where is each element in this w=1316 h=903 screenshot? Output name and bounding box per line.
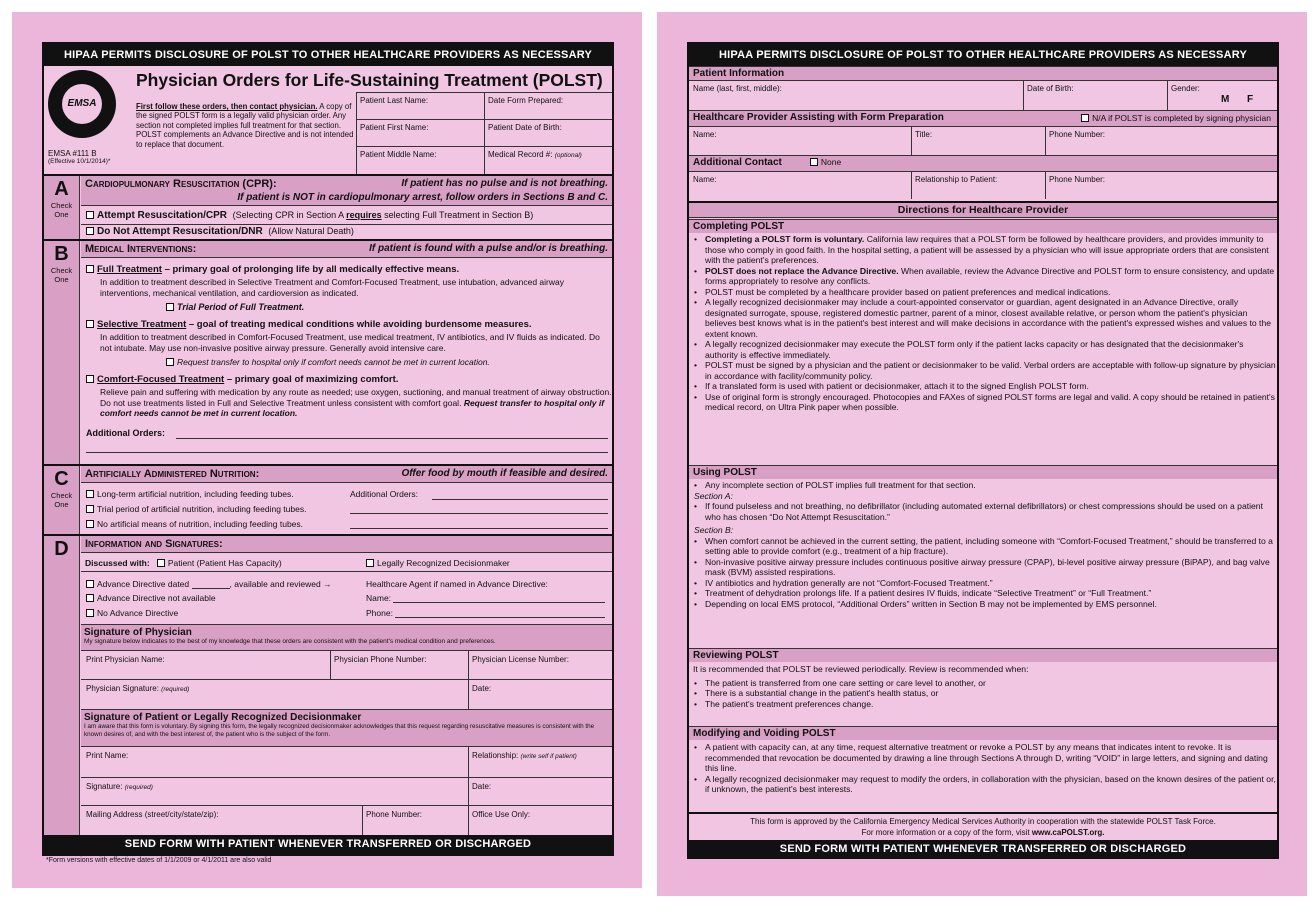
patient-dob-field[interactable]: Date of Birth: <box>1027 84 1074 93</box>
section-d-letter: D <box>44 536 80 835</box>
checkbox-selective-treatment[interactable] <box>86 320 94 328</box>
patient-info-header: Patient Information <box>689 66 1277 80</box>
section-c-title: Artificially Administered Nutrition: <box>85 468 260 480</box>
intro-body: A copy of the signed POLST form is a legally valid physician order. Any section not completed implies full treatment for that section. POLST complements an Advance Directive and is not intended to replace that document. <box>136 102 354 149</box>
selective-treatment-description: In addition to treatment described in Comfort-Focused Treatment, use medical treatment, IV antibiotics, and IV fluids as indicated. Do not intubate. May use non-invasive positive airway pressure. Generally avoid intensive care. <box>100 332 600 353</box>
patient-name-field[interactable]: Name (last, first, middle): <box>693 84 782 93</box>
option-discussed-decisionmaker[interactable]: Legally Recognized Decisionmaker <box>366 558 510 568</box>
option-full-treatment[interactable]: Full Treatment – primary goal of prolonging life by all medically effective means. <box>86 264 608 275</box>
option-no-nutrition[interactable]: No artificial means of nutrition, including feeding tubes. <box>86 519 303 529</box>
section-a-header <box>81 176 612 206</box>
physician-signature-field[interactable]: Physician Signature: (required) <box>86 684 190 693</box>
agent-phone-field[interactable]: Phone: <box>366 608 608 618</box>
additional-contact-header <box>689 155 1277 171</box>
completing-header: Completing POLST <box>689 219 1277 233</box>
section-b-additional-orders-label: Additional Orders: <box>86 428 166 438</box>
using-general-item: • Any incomplete section of POLST implies full treatment for that section. <box>689 480 1277 491</box>
intro-text <box>136 102 356 149</box>
using-section-b-item: • Depending on local EMS protocol, “Additional Orders” written in Section B may not be implemented by EMS personnel. <box>689 599 1277 610</box>
section-c-additional-orders-label: Additional Orders: <box>350 489 419 499</box>
section-b-condition: If patient is found with a pulse and/or is breathing. <box>369 243 608 254</box>
option-no-ad[interactable]: No Advance Directive <box>86 608 178 618</box>
modifying-list <box>689 742 1277 795</box>
modifying-item: • A patient with capacity can, at any time, request alternative treatment or revoke a POLST by any means that indicates intent to revoke. It is recommended that revocation be documented by drawing a line through Sections A through D, writing “VOID” in large letters, and signing and dating this line. <box>689 742 1277 774</box>
checkbox-contact-none[interactable] <box>810 158 818 166</box>
reviewing-item: • The patient is transferred from one care setting or care level to another, or <box>689 678 1277 689</box>
checkbox-attempt-cpr[interactable] <box>86 211 94 219</box>
contact-phone-field[interactable]: Phone Number: <box>1049 175 1106 184</box>
completing-item: • POLST must be signed by a physician and the patient or decisionmaker to be valid. Verbal orders are acceptable with follow-up signature by physician in accordance with facility/community policy. <box>689 360 1277 381</box>
option-selective-treatment[interactable]: Selective Treatment – goal of treating medical conditions while avoiding burdensome measures. <box>86 319 608 330</box>
modifying-item: • A legally recognized decisionmaker may request to modify the orders, in collaboration with the physician, based on the known desires of the patient or, if unknown, the patient's best interests. <box>689 774 1277 795</box>
checkbox-ad-dated[interactable] <box>86 580 94 588</box>
send-form-banner: SEND FORM WITH PATIENT WHENEVER TRANSFERRED OR DISCHARGED <box>44 835 612 854</box>
website-link[interactable]: www.caPOLST.org. <box>1031 827 1105 837</box>
using-section-b-item: • Treatment of dehydration prolongs life. If a patient desires IV fluids, indicate “Selective Treatment” or “Full Treatment.” <box>689 588 1277 599</box>
hcp-header <box>689 110 1277 126</box>
section-a-letter: A Check One <box>44 176 80 239</box>
checkbox-no-ad[interactable] <box>86 609 94 617</box>
hipaa-banner: HIPAA PERMITS DISCLOSURE OF POLST TO OTHER HEALTHCARE PROVIDERS AS NECESSARY <box>44 44 612 66</box>
physician-signature-title: Signature of Physician <box>84 627 192 638</box>
section-c-additional-line-1[interactable] <box>432 499 608 500</box>
first-name-field[interactable]: Patient First Name: <box>360 123 429 132</box>
checkbox-discussed-decisionmaker[interactable] <box>366 559 374 567</box>
gender-m[interactable]: M <box>1221 94 1230 105</box>
polst-form-back <box>687 42 1279 859</box>
option-trial-full-treatment[interactable]: Trial Period of Full Treatment. <box>166 302 304 312</box>
patient-date-field[interactable]: Date: <box>472 782 492 791</box>
hipaa-banner-back: HIPAA PERMITS DISCLOSURE OF POLST TO OTHER HEALTHCARE PROVIDERS AS NECESSARY <box>689 44 1277 66</box>
completing-item: • POLST must be completed by a healthcare provider based on patient preferences and medical indications. <box>689 287 1277 298</box>
physician-signature-header <box>81 624 612 651</box>
patient-signature-field[interactable]: Signature: (required) <box>86 782 153 791</box>
section-a-condition-1: If patient has no pulse and is not breathing. <box>401 178 608 189</box>
approval-line-1: This form is approved by the California Emergency Medical Services Authority in cooperation with the statewide POLST Task Force. <box>750 817 1216 826</box>
emsa-seal-icon <box>48 70 116 138</box>
option-dnr[interactable]: Do Not Attempt Resuscitation/DNR (Allow Natural Death) <box>86 226 354 237</box>
checkbox-trial-nutrition[interactable] <box>86 505 94 513</box>
comfort-treatment-description: Relieve pain and suffering with medication by any route as needed; use oxygen, suctioning, and manual treatment of airway obstruction. Do not use treatments listed in Full and Selective Treatment unless consistent with comfort goal. Request transfer to hospital only if comfort needs cannot be met in current location. <box>100 387 612 418</box>
agent-name-field[interactable]: Name: <box>366 593 608 603</box>
reviewing-item: • The patient's treatment preferences change. <box>689 699 1277 710</box>
medical-record-label: Medical Record #: <box>488 150 553 159</box>
section-a-condition-2: If patient is NOT in cardiopulmonary arrest, follow orders in Sections B and C. <box>237 192 608 203</box>
option-trial-nutrition[interactable]: Trial period of artificial nutrition, including feeding tubes. <box>86 504 306 514</box>
patient-signature-statement: I am aware that this form is voluntary. By signing this form, the legally recognized decisionmaker acknowledges that this request regarding resuscitative measures is consistent with the known desires of, and with the best interest of, the patient who is the subject of the form. <box>84 723 595 738</box>
option-ad-dated[interactable]: Advance Directive dated , available and reviewed → <box>86 579 332 589</box>
option-selective-request-transfer[interactable]: Request transfer to hospital only if comfort needs cannot be met in current location. <box>166 357 490 367</box>
print-name-field[interactable]: Print Name: <box>86 751 129 760</box>
section-b-letter: B Check One <box>44 241 80 464</box>
additional-contact-title: Additional Contact <box>693 157 782 168</box>
mailing-address-field[interactable]: Mailing Address (street/city/state/zip): <box>86 810 219 819</box>
option-long-term-nutrition[interactable]: Long-term artificial nutrition, including feeding tubes. <box>86 489 294 499</box>
directions-header: Directions for Healthcare Provider <box>689 201 1277 218</box>
patient-signature-header <box>81 709 612 747</box>
option-comfort-treatment[interactable]: Comfort-Focused Treatment – primary goal of maximizing comfort. <box>86 374 608 385</box>
checkbox-dnr[interactable] <box>86 227 94 235</box>
using-section-a-item: • If found pulseless and not breathing, no defibrillator (including automated external defibrillators) or chest compressions should be used on a patient who has chosen “Do Not Attempt Resuscitation.” <box>689 501 1277 522</box>
section-c-letter: C Check One <box>44 466 80 534</box>
gender-f[interactable]: F <box>1247 94 1254 105</box>
medical-record-note: (optional) <box>554 152 582 159</box>
section-b-title: Medical Interventions: <box>85 243 197 255</box>
reviewing-item: • There is a substantial change in the patient's health status, or <box>689 688 1277 699</box>
checkbox-discussed-patient[interactable] <box>157 559 165 567</box>
completing-list <box>689 234 1277 413</box>
phone-number-field[interactable]: Phone Number: <box>366 810 423 819</box>
print-physician-name-field[interactable]: Print Physician Name: <box>86 655 165 664</box>
send-form-banner-back: SEND FORM WITH PATIENT WHENEVER TRANSFERRED OR DISCHARGED <box>689 840 1277 859</box>
using-section-b-item: • Non-invasive positive airway pressure includes continuous positive airway pressure (CPAP), bi-level positive airway pressure (BiPAP), and bag valve mask (BVM) assisted respirations. <box>689 557 1277 578</box>
page-title: Physician Orders for Life-Sustaining Treatment (POLST) <box>136 70 603 90</box>
section-c-header <box>81 466 612 483</box>
checkbox-no-nutrition[interactable] <box>86 520 94 528</box>
checkbox-trial-full[interactable] <box>166 303 174 311</box>
option-attempt-cpr[interactable]: Attempt Resuscitation/CPR (Selecting CPR in Section A requires selecting Full Treatment in Section B) <box>86 210 533 221</box>
contact-name-field[interactable]: Name: <box>693 175 717 184</box>
option-ad-not-available[interactable]: Advance Directive not available <box>86 593 216 603</box>
approval-line-2: For more information or a copy of the form, visit www.caPOLST.org. <box>861 827 1105 837</box>
section-b-additional-orders-line[interactable] <box>176 438 608 439</box>
office-use-field: Office Use Only: <box>472 810 531 819</box>
using-section-b-item: • When comfort cannot be achieved in the current setting, the patient, including someone with “Comfort-Focused Treatment,” should be transferred to a setting able to provide comfort (e.g., treatment of a hip fracture). <box>689 536 1277 557</box>
physician-date-field[interactable]: Date: <box>472 684 492 693</box>
completing-item: • POLST does not replace the Advance Directive. When available, review the Advance Directive and POLST form to ensure consistency, and update forms appropriately to resolve any conflicts. <box>689 266 1277 287</box>
completing-item: • Use of original form is strongly encouraged. Photocopies and FAXes of signed POLST forms are legal and valid. A copy should be retained in patient's medical record, on Ultra Pink paper when possible. <box>689 392 1277 413</box>
reviewing-header: Reviewing POLST <box>689 648 1277 662</box>
using-list <box>689 480 1277 609</box>
section-b-label-back: Section B: <box>694 525 734 535</box>
full-treatment-description: In addition to treatment described in Selective Treatment and Comfort-Focused Treatment, use intubation, advanced airway interventions, mechanical ventilation, and cardioversion as indicated. <box>100 277 564 298</box>
section-c-condition: Offer food by mouth if feasible and desired. <box>401 468 608 479</box>
section-a-label-back: Section A: <box>694 490 733 501</box>
hcp-na-option[interactable]: N/A if POLST is completed by signing physician <box>1081 113 1271 123</box>
hcp-phone-field[interactable]: Phone Number: <box>1049 130 1106 139</box>
section-d-header <box>81 536 612 553</box>
reviewing-intro: It is recommended that POLST be reviewed periodically. Review is recommended when: <box>693 664 1029 674</box>
hcp-title-field[interactable]: Title: <box>915 130 933 139</box>
contact-relationship-field[interactable]: Relationship to Patient: <box>915 175 998 184</box>
form-effective-date: (Effective 10/1/2014)* <box>48 158 111 165</box>
additional-contact-none-option[interactable]: None <box>810 157 841 167</box>
dob-field[interactable]: Patient Date of Birth: <box>488 123 562 132</box>
gender-field[interactable]: Gender: <box>1171 84 1200 93</box>
hcp-name-field[interactable]: Name: <box>693 130 717 139</box>
date-prepared-field[interactable]: Date Form Prepared: <box>488 96 564 105</box>
discussed-with: Discussed with: Patient (Patient Has Capacity) <box>85 558 282 568</box>
checkbox-full-treatment[interactable] <box>86 265 94 273</box>
physician-license-field[interactable]: Physician License Number: <box>472 655 569 664</box>
completing-item: • A legally recognized decisionmaker may execute the POLST form only if the patient lacks capacity or has designated that the decisionmaker's authority is effective immediately. <box>689 339 1277 360</box>
footnote: *Form versions with effective dates of 1/1/2009 or 4/1/2011 are also valid <box>46 857 272 864</box>
using-section-b-item: • IV antibiotics and hydration generally are not “Comfort-Focused Treatment.” <box>689 578 1277 589</box>
completing-item: • If a translated form is used with patient or decisionmaker, attach it to the signed English POLST form. <box>689 381 1277 392</box>
checkbox-ad-not-available[interactable] <box>86 594 94 602</box>
completing-item: • A legally recognized decisionmaker may include a court-appointed conservator or guardian, agent designated in an Advance Directive, orally designated surrogate, spouse, registered domestic partner, parent of a minor, closest available relative, or person whom the patient's physician believes best knows what is in the patient's best interest and will make decisions in accordance with the patient's expressed wishes and values to the extent known. <box>689 297 1277 339</box>
checkbox-hcp-na[interactable] <box>1081 114 1089 122</box>
medical-record-field[interactable] <box>488 150 582 159</box>
intro-first: First follow these orders, then contact physician. <box>136 102 318 111</box>
healthcare-agent-label: Healthcare Agent if named in Advance Directive: <box>366 579 548 589</box>
patient-signature-title: Signature of Patient or Legally Recognized Decisionmaker <box>84 712 362 723</box>
approval-text <box>689 817 1277 838</box>
emsa-seal-text: EMSA <box>62 84 102 124</box>
polst-page-front <box>12 12 642 888</box>
middle-name-field[interactable]: Patient Middle Name: <box>360 150 437 159</box>
polst-form-front <box>42 42 614 856</box>
using-header: Using POLST <box>689 465 1277 479</box>
polst-page-back <box>657 12 1307 896</box>
relationship-field[interactable]: Relationship: (write self if patient) <box>472 751 577 760</box>
checkbox-comfort-treatment[interactable] <box>86 375 94 383</box>
physician-signature-statement: My signature below indicates to the best of my knowledge that these orders are consistent with the patient's medical condition and preferences. <box>84 638 496 645</box>
section-b-header <box>81 241 612 258</box>
modifying-header: Modifying and Voiding POLST <box>689 726 1277 740</box>
checkbox-selective-transfer[interactable] <box>166 358 174 366</box>
completing-item: • Completing a POLST form is voluntary. California law requires that a POLST form be followed by healthcare providers, and provides immunity to those who comply in good faith. In the hospital setting, a patient will be assessed by a physician who will issue appropriate orders that are consistent with the patient's preferences. <box>689 234 1277 266</box>
last-name-field[interactable]: Patient Last Name: <box>360 96 429 105</box>
section-a-title: Cardiopulmonary Resuscitation (CPR): <box>85 178 277 190</box>
section-d-title: Information and Signatures: <box>85 538 223 550</box>
checkbox-long-term-nutrition[interactable] <box>86 490 94 498</box>
form-id: EMSA #111 B <box>48 149 97 158</box>
physician-phone-field[interactable]: Physician Phone Number: <box>334 655 427 664</box>
hcp-title: Healthcare Provider Assisting with Form Preparation <box>693 112 944 123</box>
reviewing-list <box>689 664 1277 709</box>
